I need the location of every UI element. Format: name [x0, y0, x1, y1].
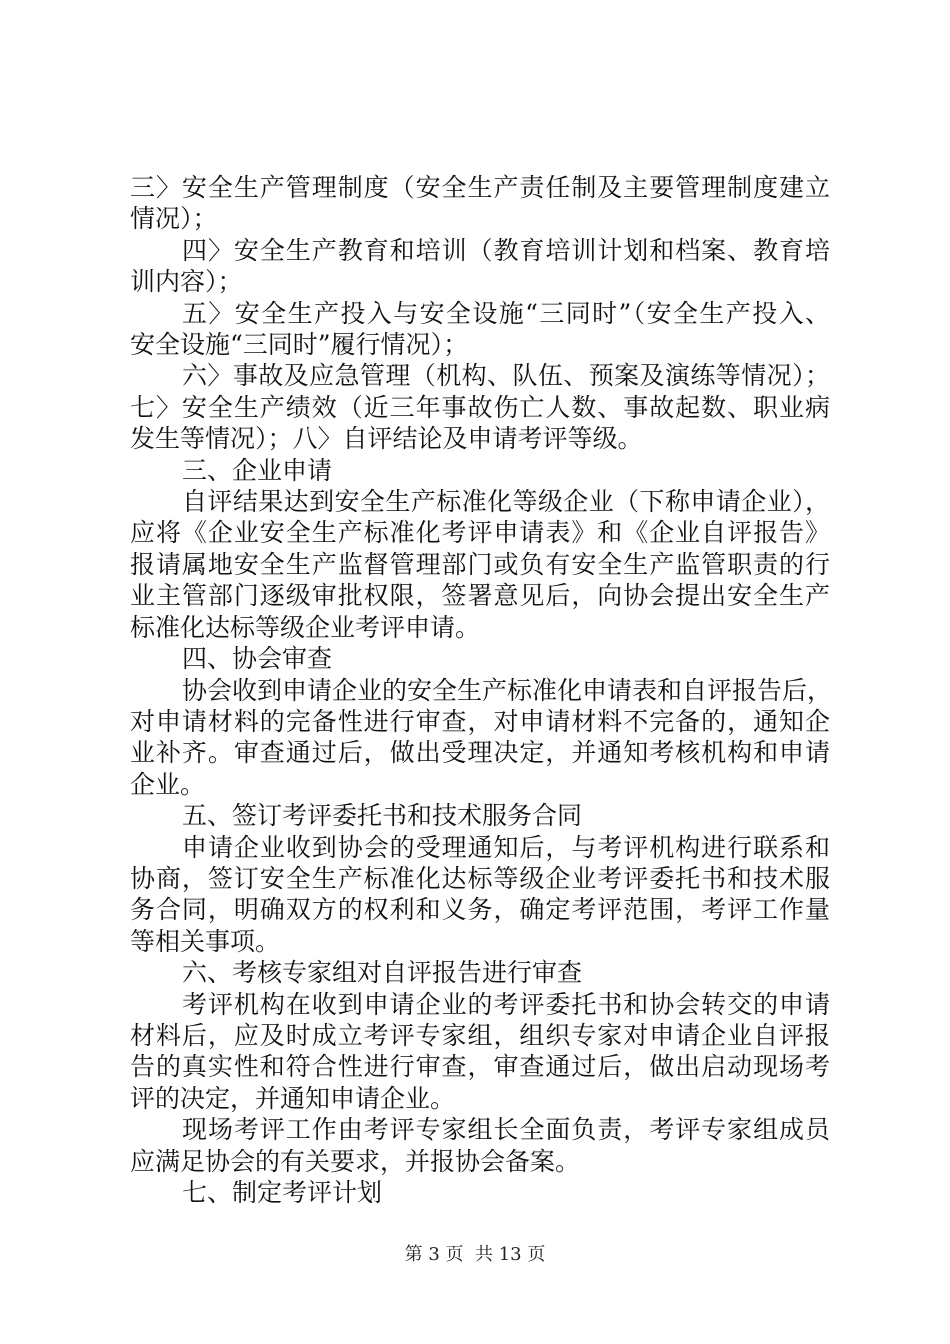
- text-line: 协会收到申请企业的安全生产标准化申请表和自评报告后，: [182, 675, 833, 705]
- text-line: 五〉安全生产投入与安全设施“三同时”（安全生产投入、: [182, 298, 830, 328]
- page-footer: [0, 1240, 950, 1266]
- text-line: 情况）；: [130, 204, 218, 234]
- text-line: 业主管部门逐级审批权限，签署意见后，向协会提出安全生产: [130, 581, 830, 611]
- text-line: 四〉安全生产教育和培训（教育培训计划和档案、教育培: [182, 235, 830, 265]
- text-line: 标准化达标等级企业考评申请。: [130, 612, 481, 642]
- text-line: 应满足协会的有关要求，并报协会备案。: [130, 1146, 581, 1176]
- text-line: 现场考评工作由考评专家组长全面负责，考评专家组成员: [182, 1115, 830, 1145]
- text-line: 五、签订考评委托书和技术服务合同: [182, 801, 583, 831]
- text-line: 协商，签订安全生产标准化达标等级企业考评委托书和技术服: [130, 863, 830, 893]
- text-line: 六〉事故及应急管理（机构、队伍、预案及演练等情况）；: [182, 361, 830, 391]
- text-line: 安全设施“三同时”履行情况）；: [130, 330, 469, 360]
- text-line: 训内容）；: [130, 267, 243, 297]
- text-line: 对申请材料的完备性进行审查，对申请材料不完备的，通知企: [130, 706, 830, 736]
- page-number-label: 第 3 页 共 13 页: [404, 1244, 546, 1265]
- document-body: [130, 172, 833, 1208]
- text-line: 四、协会审查: [182, 644, 333, 674]
- text-line: 应将《企业安全生产标准化考评申请表》和《企业自评报告》: [130, 518, 830, 548]
- text-line: 三〉安全生产管理制度（安全生产责任制及主要管理制度建立: [130, 173, 830, 202]
- text-line: 七、制定考评计划: [182, 1178, 383, 1207]
- text-line: 报请属地安全生产监督管理部门或负有安全生产监管职责的行: [130, 549, 830, 579]
- text-line: 三、企业申请: [182, 455, 333, 485]
- text-line: 考评机构在收到申请企业的考评委托书和协会转交的申请: [182, 989, 830, 1019]
- text-line: 务合同，明确双方的权利和义务，确定考评范围，考评工作量: [130, 895, 830, 925]
- text-line: 告的真实性和符合性进行审查，审查通过后，做出启动现场考: [130, 1052, 830, 1082]
- text-line: 七〉安全生产绩效（近三年事故伤亡人数、事故起数、职业病: [130, 392, 830, 422]
- text-line: 申请企业收到协会的受理通知后，与考评机构进行联系和: [182, 832, 830, 862]
- text-line: 材料后，应及时成立考评专家组，组织专家对申请企业自评报: [130, 1020, 830, 1050]
- text-line: 自评结果达到安全生产标准化等级企业（下称申请企业），: [182, 487, 830, 517]
- text-line: 评的决定，并通知申请企业。: [130, 1083, 456, 1113]
- text-line: 企业。: [130, 769, 206, 799]
- text-line: 发生等情况）；八〉自评结论及申请考评等级。: [130, 424, 643, 454]
- text-line: 业补齐。审查通过后，做出受理决定，并通知考核机构和申请: [130, 738, 830, 768]
- text-line: 等相关事项。: [130, 926, 281, 956]
- text-line: 六、考核专家组对自评报告进行审查: [182, 958, 583, 988]
